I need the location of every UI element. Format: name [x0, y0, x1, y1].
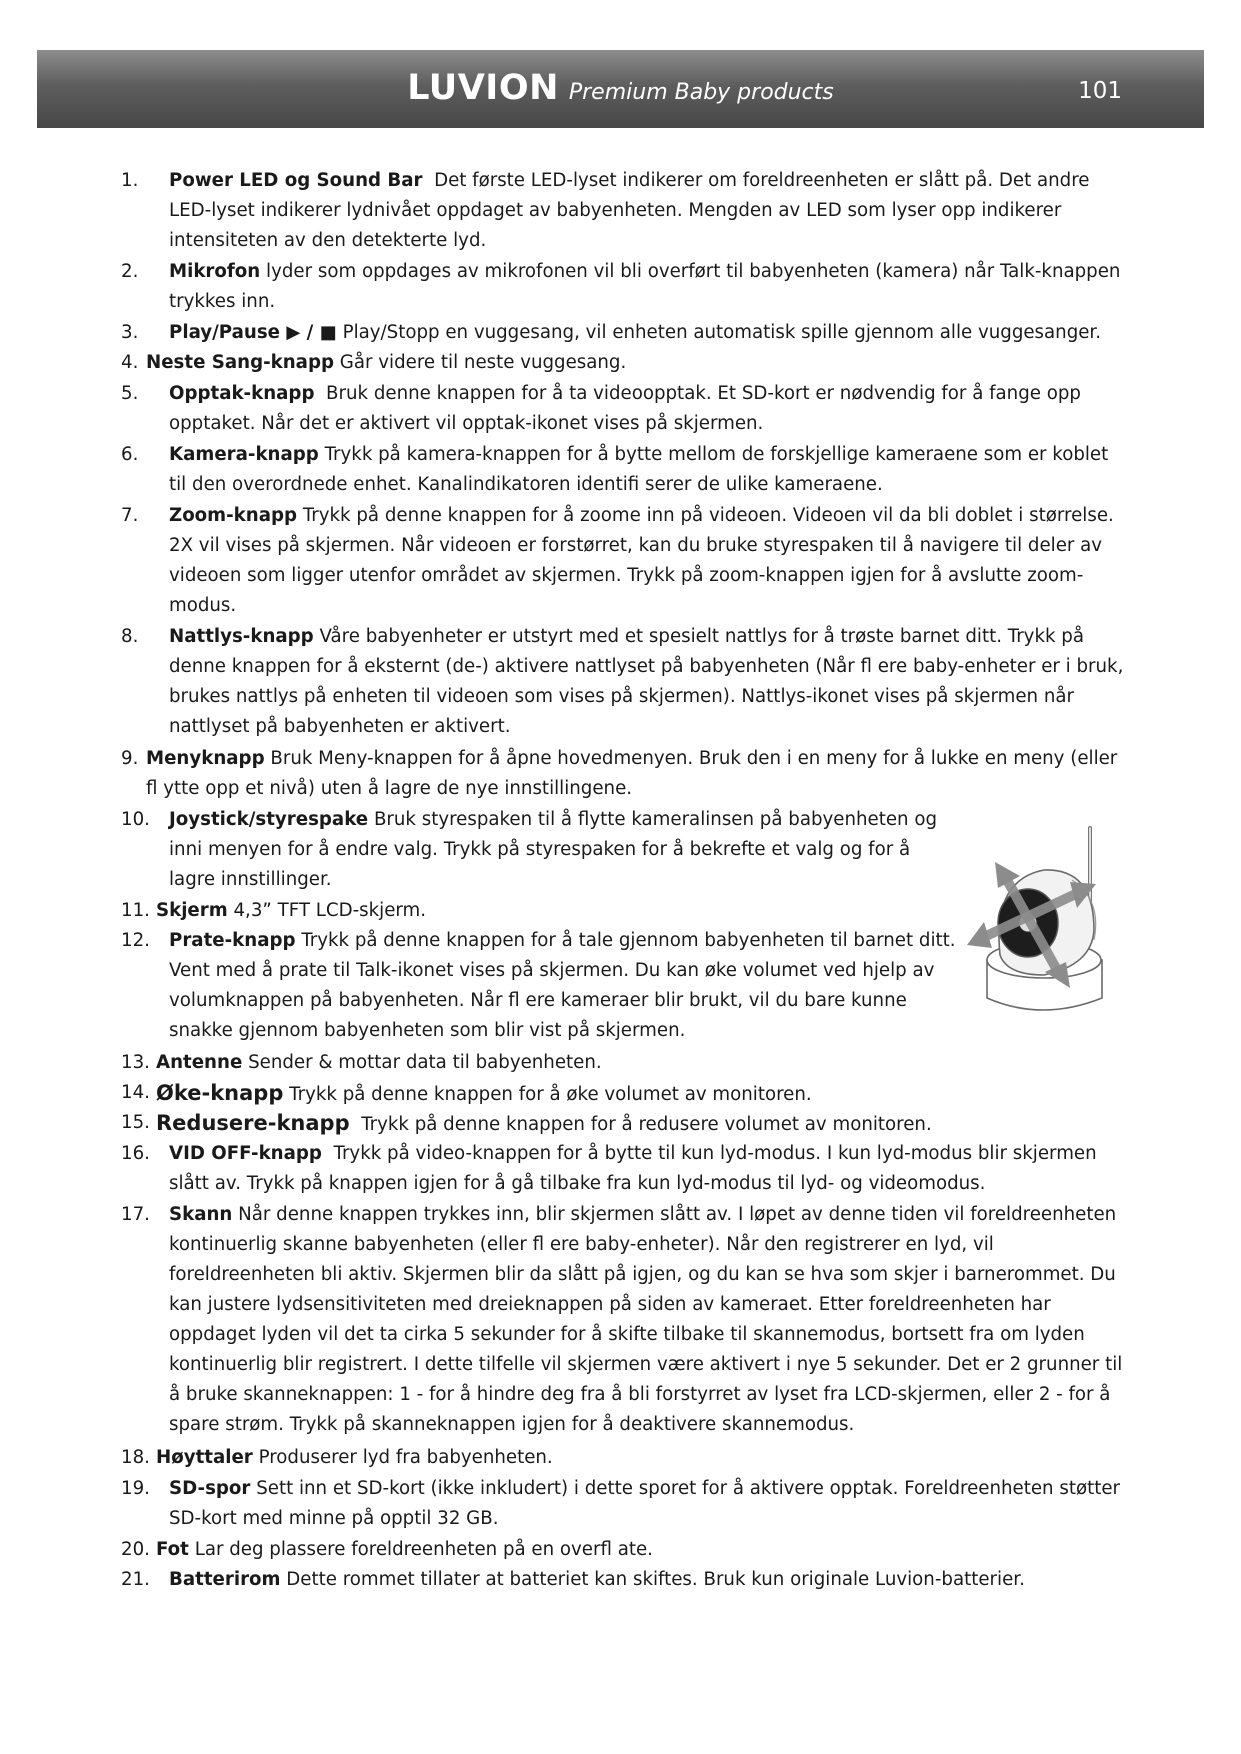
item-title: Power LED og Sound Bar: [169, 170, 423, 191]
item-body: [121, 318, 1126, 348]
item-body: [121, 744, 1126, 804]
item-body: [121, 805, 961, 895]
item-title: Kamera-knapp: [169, 444, 319, 465]
item-title: Prate-knapp: [169, 930, 296, 951]
item-text: Trykk på denne knappen for å zoome inn på videoen. Videoen vil da bli doblet i størrelse. 2X vil vises på skjermen. Når videoen er forstørret, kan du bruke styrespaken til å navigere til deler av videoen som ligger utenfor området av skjermen. Trykk på zoom-knappen igjen for å avslutte zoom-modus.: [169, 505, 1114, 616]
item-body: [121, 257, 1126, 317]
item-body: [121, 166, 1126, 256]
list-item: [121, 440, 1126, 500]
item-number: 17.: [121, 1204, 150, 1225]
item-number: 18.: [121, 1447, 150, 1468]
list-item: [121, 926, 961, 1046]
list-item: [121, 744, 1126, 804]
item-number: 21.: [121, 1569, 150, 1590]
item-number: 16.: [121, 1143, 150, 1164]
item-number: 9.: [121, 748, 139, 769]
item-text: lyder som oppdages av mikrofonen vil bli overført til babyenheten (kamera) når Talk-knappen trykkes inn.: [169, 261, 1121, 312]
item-number: 19.: [121, 1478, 150, 1499]
item-text: Bruk denne knappen for å ta videoopptak. Et SD-kort er nødvendig for å fange opp opptaket. Når det er aktivert vil opptak-ikonet vises på skjermen.: [169, 383, 1081, 434]
item-text: Trykk på denne knappen for å øke volumet av monitoren.: [289, 1084, 812, 1105]
item-title: Neste Sang-knapp: [146, 352, 334, 373]
item-title: Nattlys-knapp: [169, 626, 314, 647]
item-title: Batterirom: [169, 1569, 281, 1590]
item-text: Dette rommet tillater at batteriet kan skiftes. Bruk kun originale Luvion-batterier.: [286, 1569, 1025, 1590]
list-item: [121, 501, 1126, 621]
item-body: [121, 348, 1126, 378]
item-body: [121, 896, 961, 926]
list-item: [121, 257, 1126, 317]
list-item: [121, 1200, 1126, 1440]
item-title: Høyttaler: [156, 1447, 253, 1468]
list-item: [121, 622, 1126, 742]
item-text: Når denne knappen trykkes inn, blir skjermen slått av. I løpet av denne tiden vil foreldreenheten kontinuerlig skanne babyenheten (eller fl ere baby-enheter). Når den registrerer en lyd, vil foreldreenheten bli aktiv. Skjermen blir da slått på igjen, og du kan se hva som skjer i barnerommet. Du kan justere lydsensitiviteten med dreieknappen på siden av kameraet. Etter foreldreenheten har oppdaget lyden vil det ta cirka 5 sekunder for å skifte tilbake til skannemodus, bortsett fra om lyden kontinuerlig blir registrert. I dette tilfelle vil skjermen være aktivert i nye 5 sekunder. Det er 2 grunner til å bruke skanneknappen: 1 - for å hindre deg fra å bli forstyrret av lyset fra LCD-skjermen, eller 2 - for å spare strøm. Trykk på skanneknappen igjen for å deaktivere skannemodus.: [169, 1204, 1123, 1435]
item-title: Zoom-knapp: [169, 505, 298, 526]
item-number: 14.: [121, 1082, 150, 1103]
item-number: 5.: [121, 383, 139, 404]
item-text: Play/Stopp en vuggesang, vil enheten automatisk spille gjennom alle vuggesanger.: [342, 322, 1102, 343]
item-title: Antenne: [156, 1052, 243, 1073]
page-number: 101: [1078, 78, 1122, 104]
item-number: 4.: [121, 352, 139, 373]
item-body: [121, 1108, 1126, 1140]
list-item: [121, 1443, 1126, 1473]
item-body: [121, 501, 1126, 621]
list-item: [121, 1139, 1126, 1199]
item-text: Sender & mottar data til babyenheten.: [248, 1052, 602, 1073]
item-title: Joystick/styrespake: [169, 809, 369, 830]
item-body: [121, 379, 1126, 439]
item-title: SD-spor: [169, 1478, 251, 1499]
item-number: 6.: [121, 444, 139, 465]
list-item: [121, 1565, 1126, 1595]
item-number: 20.: [121, 1539, 150, 1560]
list-item: [121, 379, 1126, 439]
item-text: Bruk Meny-knappen for å åpne hovedmenyen. Bruk den i en meny for å lukke en meny (eller fl ytte opp et nivå) uten å lagre de nye innstillingene.: [146, 748, 1118, 799]
joystick-camera-illustration: [962, 820, 1122, 1025]
item-title: Øke-knapp: [156, 1081, 284, 1105]
item-body: [121, 1048, 1126, 1078]
brand-logo: LUVION: [407, 68, 559, 108]
item-title: VID OFF-knapp: [169, 1143, 322, 1164]
item-title: Redusere-knapp: [156, 1111, 350, 1135]
item-number: 2.: [121, 261, 139, 282]
item-body: [121, 1078, 1126, 1110]
brand-tagline: Premium Baby products: [568, 80, 834, 105]
list-item: [121, 896, 961, 926]
item-number: 1.: [121, 170, 139, 191]
item-text: Trykk på video-knappen for å bytte til kun lyd-modus. I kun lyd-modus blir skjermen slått av. Trykk på knappen igjen for å gå tilbake fra kun lyd-modus til lyd- og videomodus.: [169, 1143, 1097, 1194]
list-item: [121, 1474, 1126, 1534]
item-number: 13.: [121, 1052, 150, 1073]
item-body: [121, 1200, 1126, 1440]
list-item: [121, 805, 961, 895]
item-body: [121, 1474, 1126, 1534]
item-text: Trykk på denne knappen for å tale gjennom babyenheten til barnet ditt. Vent med å prate til Talk-ikonet vises på skjermen. Du kan øke volumet ved hjelp av volumknappen på babyenheten. Når fl ere kameraer blir brukt, vil du bare kunne snakke gjennom babyenheten som blir vist på skjermen.: [169, 930, 956, 1041]
item-text: 4,3” TFT LCD-skjerm.: [233, 900, 427, 921]
list-item: [121, 318, 1126, 348]
item-number: 3.: [121, 322, 139, 343]
item-body: [121, 1565, 1126, 1595]
item-title: Skjerm: [156, 900, 228, 921]
item-text: Går videre til neste vuggesang.: [339, 352, 627, 373]
item-body: [121, 440, 1126, 500]
list-item: [121, 166, 1126, 256]
item-text: Produserer lyd fra babyenheten.: [258, 1447, 553, 1468]
item-text: Sett inn et SD-kort (ikke inkludert) i dette sporet for å aktivere opptak. Foreldreenheten støtter SD-kort med minne på opptil 32 GB.: [169, 1478, 1121, 1529]
item-body: [121, 1139, 1126, 1199]
list-item: [121, 1048, 1126, 1078]
item-text: Trykk på denne knappen for å redusere volumet av monitoren.: [361, 1114, 932, 1135]
item-title: Play/Pause ▶ / ■: [169, 322, 337, 343]
item-body: [121, 926, 961, 1046]
item-title: Mikrofon: [169, 261, 261, 282]
item-number: 11.: [121, 900, 150, 921]
item-number: 10.: [121, 809, 150, 830]
item-number: 15.: [121, 1112, 150, 1133]
item-title: Opptak-knapp: [169, 383, 315, 404]
item-text: Lar deg plassere foreldreenheten på en overfl ate.: [194, 1539, 653, 1560]
item-number: 7.: [121, 505, 139, 526]
item-body: [121, 1443, 1126, 1473]
list-item: [121, 348, 1126, 378]
item-number: 8.: [121, 626, 139, 647]
item-title: Menyknapp: [146, 748, 265, 769]
list-item: [121, 1108, 1126, 1140]
item-text: Bruk styrespaken til å flytte kameralinsen på babyenheten og inni menyen for å endre valg. Trykk på styrespaken for å bekrefte et valg og for å lagre innstillinger.: [169, 809, 938, 890]
item-text: Det første LED-lyset indikerer om foreldreenheten er slått på. Det andre LED-lyset indikerer lydnivået oppdaget av babyenheten. Mengden av LED som lyser opp indikerer intensiteten av den detekterte lyd.: [169, 170, 1090, 251]
item-text: Trykk på kamera-knappen for å bytte mellom de forskjellige kameraene som er koblet til den overordnede enhet. Kanalindikatoren identifi serer de ulike kameraene.: [169, 444, 1109, 495]
item-text: Våre babyenheter er utstyrt med et spesielt nattlys for å trøste barnet ditt. Trykk på denne knappen for å eksternt (de-) aktivere nattlyset på babyenheten (Når fl ere baby-enheter er i bruk, brukes nattlys på enheten til videoen som vises på skjermen). Nattlys-ikonet vises på skjermen når nattlyset på babyenheten er aktivert.: [169, 626, 1124, 737]
item-title: Fot: [156, 1539, 189, 1560]
item-number: 12.: [121, 930, 150, 951]
item-body: [121, 622, 1126, 742]
item-title: Skann: [169, 1204, 233, 1225]
list-item: [121, 1078, 1126, 1110]
item-body: [121, 1535, 1126, 1565]
list-item: [121, 1535, 1126, 1565]
